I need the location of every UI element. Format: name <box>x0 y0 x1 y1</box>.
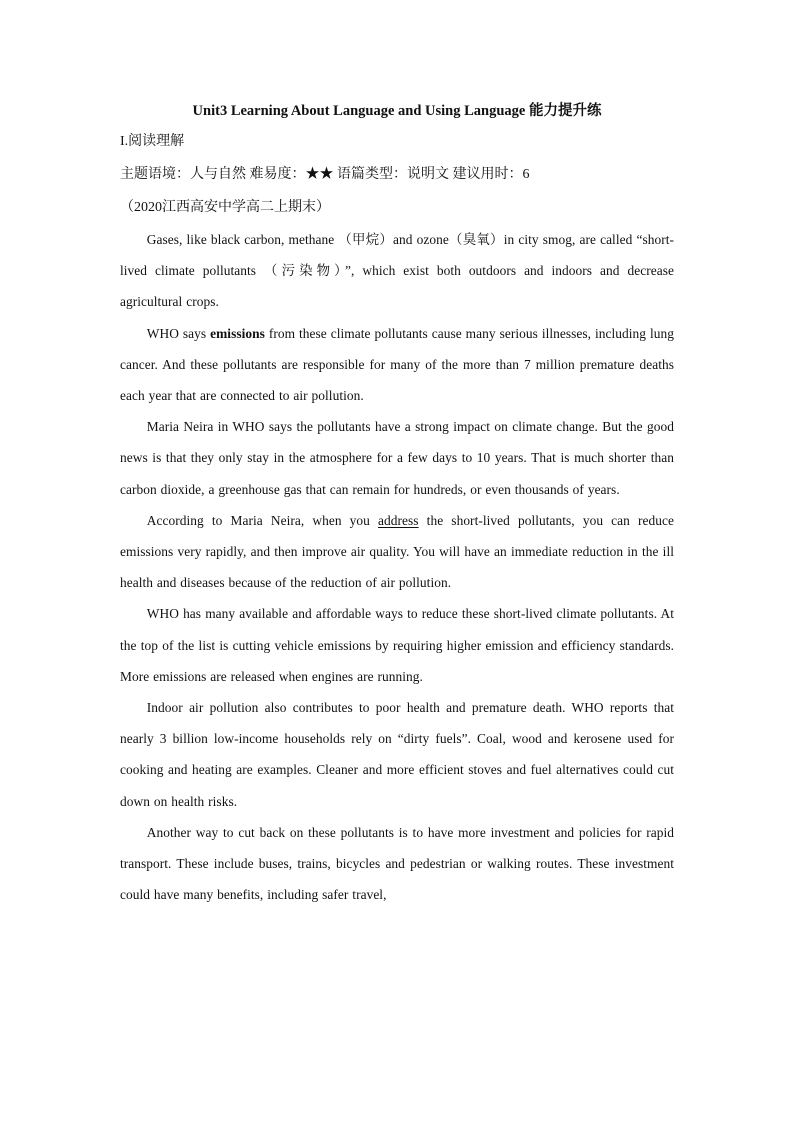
paragraph-1: Gases, like black carbon, methane （甲烷）and ozone（臭氧）in city smog, are called “short-lived climate pollutants （污染物）”, which exist both outdoors and indoors and decrease agricultural crops. <box>120 232 674 310</box>
paragraph-2-text-b: from these climate pollutants cause many serious illnesses, including lung cancer. And these pollutants are responsible for many of the more than 7 million premature deaths each year that are connected to air pollution. <box>120 325 675 404</box>
paragraph-5: WHO has many available and affordable ways to reduce these short-lived climate pollutants. At the top of the list is cutting vehicle emissions by requiring higher emission and efficiency standards. More emissions are released when engines are running. <box>120 606 674 684</box>
paragraph-4-text-a: According to Maria Neira, when you <box>146 512 379 528</box>
section-heading: I.阅读理解 <box>120 134 185 149</box>
paragraph-3: Maria Neira in WHO says the pollutants have a strong impact on climate change. But the good news is that they only stay in the atmosphere for a few days to 10 years. That is much shorter than carbon dioxide, a greenhouse gas that can remain for hundreds, or even thousands of years. <box>120 419 674 497</box>
document-page <box>120 98 674 910</box>
underlined-word-address: address <box>378 512 419 528</box>
paragraph-7: Another way to cut back on these pollutants is to have more investment and policies for rapid transport. These include buses, trains, bicycles and pedestrian or walking routes. These investment could have many benefits, including safer travel, <box>120 824 674 903</box>
paragraph-2 <box>120 318 674 412</box>
reading-meta-info: 主题语境：人与自然 难易度：★★ 语篇类型：说明文 建议用时：6 <box>120 167 530 182</box>
paragraph-6: Indoor air pollution also contributes to poor health and premature death. WHO reports that nearly 3 billion low-income households rely on “dirty fuels”. Coal, wood and kerosene used for cooking and heating are examples. Cleaner and more efficient stoves and fuel alternatives could cut down on health risks. <box>120 700 674 809</box>
paragraph-4-text-b: the short-lived pollutants, you can reduce emissions very rapidly, and then improve air quality. You will have an immediate reduction in the ill health and diseases because of the reduction of air pollution. <box>120 512 675 591</box>
document-title: Unit3 Learning About Language and Using Language 能力提升练 <box>192 103 602 119</box>
bold-word-emissions: emissions <box>210 325 265 341</box>
paragraph-2-text-a: WHO says <box>146 325 211 341</box>
passage-source: （2020江西高安中学高二上期末） <box>120 200 330 215</box>
paragraph-4 <box>120 505 674 599</box>
